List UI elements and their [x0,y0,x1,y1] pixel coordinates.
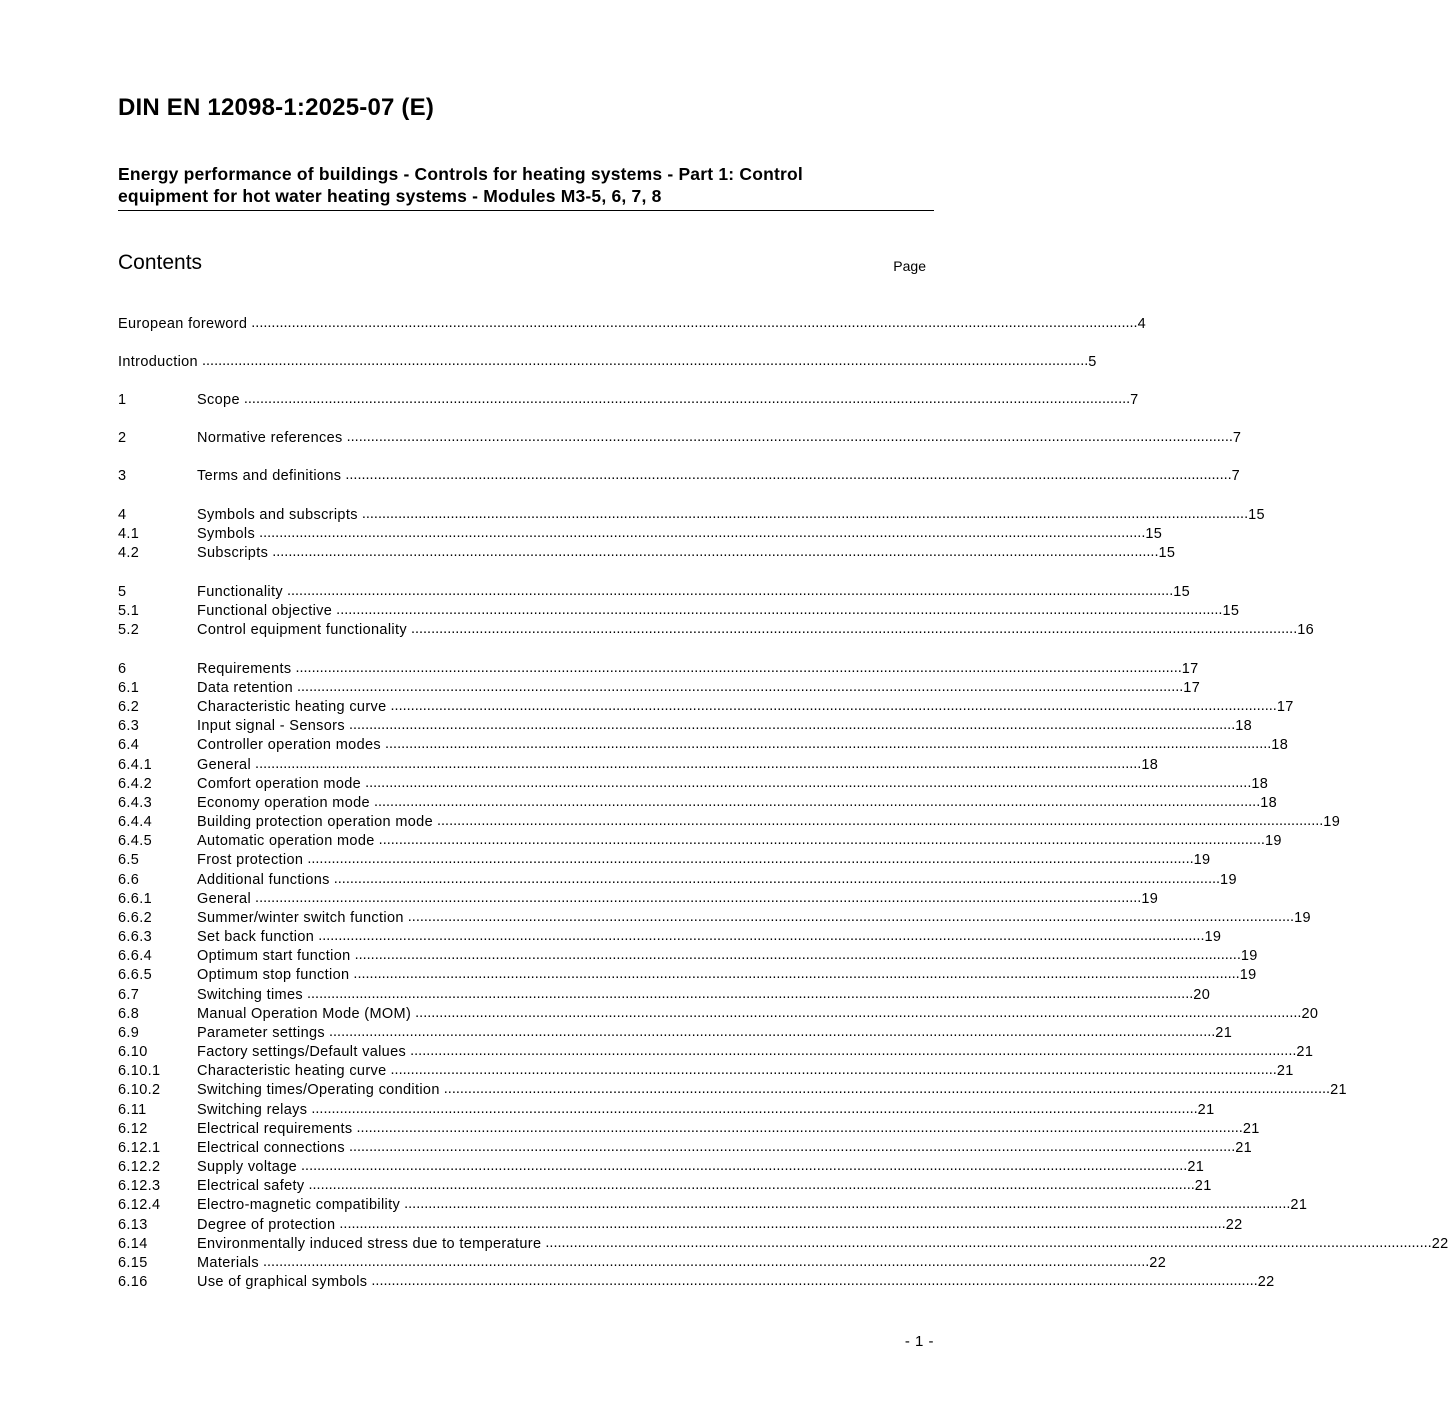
toc-entry-title: Terms and definitions [197,468,342,484]
toc-entry-number: 6.12.1 [118,1140,161,1156]
toc-entry-number: 6.6.5 [118,967,152,983]
toc-entry-title: Electrical requirements [197,1121,353,1137]
toc-entry[interactable] [118,353,1097,373]
toc-entry-title: Environmentally induced stress due to temperature [197,1236,542,1252]
toc-entry-page: 19 [1323,814,1341,830]
toc-entry[interactable] [118,602,1240,622]
toc-entry[interactable] [118,1235,1449,1255]
toc-entry[interactable] [118,1139,1253,1159]
toc-entry-page: 19 [1141,891,1159,907]
toc-entry-number: 6.10.2 [118,1082,161,1098]
toc-entry-title: Symbols and subscripts [197,507,358,523]
toc-entry[interactable] [118,621,1315,641]
toc-entry-number: 5.2 [118,622,140,638]
toc-dot-leader: ............................................................................................................................................................................................................................ [410,1043,1297,1059]
toc-entry-number: 5.1 [118,603,140,619]
toc-entry-number: 6.7 [118,987,140,1003]
toc-entry[interactable] [118,736,1289,756]
toc-dot-leader: ............................................................................................................................................................................................................................ [307,851,1194,867]
toc-dot-leader: ............................................................................................................................................................................................................................ [354,947,1241,963]
toc-entry-number: 4 [118,507,127,523]
toc-dot-leader: ............................................................................................................................................................................................................................ [404,1196,1291,1212]
toc-entry-number: 2 [118,430,127,446]
page-column-label: Page [893,258,926,274]
toc-dot-leader: ............................................................................................................................................................................................................................ [378,832,1265,848]
toc-entry-title: Automatic operation mode [197,833,375,849]
toc-entry[interactable] [118,583,1191,603]
toc-entry-title: Controller operation modes [197,737,381,753]
toc-dot-leader: ............................................................................................................................................................................................................................ [545,1235,1432,1251]
toc-entry-number: 6.3 [118,718,140,734]
toc-dot-leader: ............................................................................................................................................................................................................................ [373,794,1261,810]
toc-entry[interactable] [118,1081,1347,1101]
toc-dot-leader: ............................................................................................................................................................................................................................ [345,467,1232,483]
toc-entry-page: 15 [1158,545,1176,561]
toc-entry-page: 4 [1137,316,1146,332]
toc-entry-number: 1 [118,392,127,408]
toc-entry-title: Characteristic heating curve [197,1063,387,1079]
toc-dot-leader: ............................................................................................................................................................................................................................ [201,353,1089,369]
toc-dot-leader: ............................................................................................................................................................................................................................ [311,1101,1198,1117]
toc-dot-leader: ............................................................................................................................................................................................................................ [415,1005,1302,1021]
toc-entry-title: Switching times [197,987,303,1003]
toc-entry-number: 6.1 [118,680,140,696]
toc-entry-number: 6.12.2 [118,1159,161,1175]
toc-entry[interactable] [118,660,1199,680]
toc-entry[interactable] [118,1273,1275,1293]
toc-entry[interactable] [118,525,1163,545]
toc-entry-page: 19 [1239,967,1257,983]
toc-entry-number: 6.12 [118,1121,148,1137]
toc-entry-title: Factory settings/Default values [197,1044,407,1060]
toc-entry-title: Additional functions [197,872,330,888]
toc-entry-page: 22 [1149,1255,1167,1271]
toc-entry-page: 15 [1222,603,1240,619]
toc-dot-leader: ............................................................................................................................................................................................................................ [301,1158,1188,1174]
toc-entry-page: 19 [1294,910,1311,926]
toc-dot-leader: ............................................................................................................................................................................................................................ [390,698,1277,714]
toc-entry[interactable] [118,1177,1212,1197]
toc-entry-title: Comfort operation mode [197,776,362,792]
toc-dot-leader: ............................................................................................................................................................................................................................ [272,544,1159,560]
toc-entry[interactable] [118,506,1265,526]
toc-dot-leader: ............................................................................................................................................................................................................................ [251,315,1138,331]
toc-entry-number: 6.10 [118,1044,148,1060]
toc-entry-page: 19 [1220,872,1237,888]
toc-entry-title: Materials [197,1255,259,1271]
toc-entry[interactable] [118,890,1159,910]
toc-entry[interactable] [118,1216,1243,1236]
toc-entry-number: 6.12.3 [118,1178,161,1194]
document-title: DIN EN 12098-1:2025-07 (E) [118,94,435,121]
toc-entry-number: 6.6.4 [118,948,152,964]
toc-entry-number: 6.4 [118,737,140,753]
toc-entry-title: Data retention [197,680,293,696]
toc-entry-page: 18 [1271,737,1289,753]
toc-entry[interactable] [118,698,1294,718]
toc-entry-number: 4.1 [118,526,140,542]
toc-entry-number: 6.6 [118,872,140,888]
toc-entry-number: 3 [118,468,127,484]
toc-dot-leader: ............................................................................................................................................................................................................................ [243,391,1131,407]
toc-entry[interactable] [118,717,1253,737]
toc-entry[interactable] [118,429,1242,449]
toc-entry-page: 22 [1431,1236,1449,1252]
toc-dot-leader: ............................................................................................................................................................................................................................ [443,1081,1331,1097]
toc-dot-leader: ............................................................................................................................................................................................................................ [286,583,1174,599]
toc-entry[interactable] [118,775,1269,795]
toc-entry-page: 15 [1145,526,1163,542]
toc-entry-page: 19 [1204,929,1222,945]
toc-entry-page: 21 [1215,1025,1233,1041]
toc-entry-number: 6.4.3 [118,795,152,811]
toc-entry[interactable] [118,1101,1215,1121]
toc-entry-page: 20 [1193,987,1211,1003]
toc-entry-page: 16 [1297,622,1315,638]
toc-dot-leader: ............................................................................................................................................................................................................................ [348,717,1236,733]
toc-entry-title: Subscripts [197,545,269,561]
toc-entry[interactable] [118,1005,1319,1025]
toc-entry-page: 18 [1260,795,1278,811]
toc-entry-title: Symbols [197,526,256,542]
toc-entry-title: Electrical connections [197,1140,345,1156]
toc-entry[interactable] [118,391,1139,411]
toc-entry-title: Degree of protection [197,1217,336,1233]
toc-dot-leader: ............................................................................................................................................................................................................................ [385,736,1272,752]
toc-entry-page: 7 [1231,468,1241,484]
toc-entry-number: 6.10.1 [118,1063,161,1079]
toc-entry-number: 6.13 [118,1217,148,1233]
toc-entry[interactable] [118,832,1282,852]
toc-entry-title: Set back function [197,929,315,945]
toc-entry-page: 19 [1193,852,1211,868]
toc-entry[interactable] [118,1158,1205,1178]
toc-dot-leader: ............................................................................................................................................................................................................................ [371,1273,1258,1289]
toc-entry-number: 6.12.4 [118,1197,161,1213]
toc-entry-title: Requirements [197,661,292,677]
toc-dot-leader: ............................................................................................................................................................................................................................ [329,1024,1216,1040]
toc-dot-leader: ............................................................................................................................................................................................................................ [306,986,1194,1002]
toc-dot-leader: ............................................................................................................................................................................................................................ [297,679,1184,695]
toc-entry-title: Supply voltage [197,1159,298,1175]
toc-entry-title: Frost protection [197,852,304,868]
toc-entry-title: European foreword [118,316,248,332]
toc-entry[interactable] [118,315,1146,335]
toc-entry-page: 21 [1235,1140,1253,1156]
toc-entry-page: 19 [1240,948,1258,964]
toc-dot-leader: ............................................................................................................................................................................................................................ [336,602,1223,618]
toc-entry-title: Functional objective [197,603,333,619]
toc-dot-leader: ............................................................................................................................................................................................................................ [318,928,1205,944]
toc-entry[interactable] [118,1043,1314,1063]
toc-entry-number: 6.6.1 [118,891,152,907]
toc-entry-page: 15 [1248,507,1265,523]
toc-entry-page: 17 [1183,680,1201,696]
toc-entry-title: Economy operation mode [197,795,370,811]
toc-entry[interactable] [118,544,1176,564]
toc-entry[interactable] [118,871,1237,891]
toc-entry-title: Input signal - Sensors [197,718,345,734]
toc-entry-page: 18 [1251,776,1269,792]
toc-entry-page: 18 [1141,757,1159,773]
toc-entry-number: 6.14 [118,1236,148,1252]
toc-entry-title: Parameter settings [197,1025,325,1041]
toc-dot-leader: ............................................................................................................................................................................................................................ [262,1254,1150,1270]
toc-entry[interactable] [118,794,1278,814]
toc-dot-leader: ............................................................................................................................................................................................................................ [407,909,1295,925]
toc-dot-leader: ............................................................................................................................................................................................................................ [361,506,1249,522]
toc-entry-title: Optimum start function [197,948,351,964]
document-subtitle: Energy performance of buildings - Controls for heating systems - Part 1: Control equipment for hot water heating systems - Modules M3-5, 6, 7, 8 [118,164,803,206]
toc-entry-title: Electro-magnetic compatibility [197,1197,401,1213]
toc-entry[interactable] [118,813,1341,833]
toc-dot-leader: ............................................................................................................................................................................................................................ [346,429,1233,445]
toc-entry-title: Normative references [197,430,343,446]
toc-entry-page: 17 [1276,699,1294,715]
toc-entry-title: Manual Operation Mode (MOM) [197,1006,412,1022]
toc-entry[interactable] [118,986,1211,1006]
toc-entry-page: 21 [1290,1197,1308,1213]
toc-entry-page: 5 [1088,354,1097,370]
toc-entry-title: Optimum stop function [197,967,350,983]
toc-entry-title: Building protection operation mode [197,814,433,830]
toc-entry[interactable] [118,1254,1167,1274]
toc-entry[interactable] [118,467,1241,487]
toc-entry[interactable] [118,909,1311,929]
toc-entry[interactable] [118,1024,1233,1044]
toc-dot-leader: ............................................................................................................................................................................................................................ [437,813,1324,829]
toc-entry-title: Control equipment functionality [197,622,407,638]
toc-entry-number: 6.4.5 [118,833,152,849]
toc-entry-title: Characteristic heating curve [197,699,387,715]
toc-entry-page: 7 [1232,430,1242,446]
toc-entry-title: General [197,891,252,907]
toc-entry-number: 6.11 [118,1102,147,1118]
toc-entry[interactable] [118,966,1257,986]
toc-dot-leader: ............................................................................................................................................................................................................................ [333,871,1221,887]
toc-entry-title: Use of graphical symbols [197,1274,368,1290]
toc-entry-number: 6.8 [118,1006,140,1022]
toc-entry-page: 21 [1296,1044,1314,1060]
toc-entry-title: Switching times/Operating condition [197,1082,440,1098]
toc-entry[interactable] [118,1120,1260,1140]
toc-entry[interactable] [118,679,1201,699]
toc-entry-page: 21 [1242,1121,1260,1137]
toc-entry-number: 6.16 [118,1274,148,1290]
toc-entry-page: 18 [1235,718,1253,734]
toc-entry-title: Scope [197,392,240,408]
toc-entry-page: 7 [1130,392,1139,408]
toc-entry-page: 22 [1225,1217,1243,1233]
toc-entry-title: Functionality [197,584,283,600]
toc-entry-title: Summer/winter switch function [197,910,404,926]
toc-entry-number: 6 [118,661,127,677]
title-divider [118,210,934,211]
toc-dot-leader: ............................................................................................................................................................................................................................ [348,1139,1236,1155]
page-number: - 1 - [904,1333,934,1350]
toc-entry-number: 6.6.2 [118,910,152,926]
toc-dot-leader: ............................................................................................................................................................................................................................ [365,775,1252,791]
toc-dot-leader: ............................................................................................................................................................................................................................ [295,660,1182,676]
toc-entry[interactable] [118,1196,1308,1216]
toc-entry-title: General [197,757,252,773]
contents-heading: Contents [118,251,203,274]
toc-entry-number: 6.6.3 [118,929,152,945]
toc-dot-leader: ............................................................................................................................................................................................................................ [259,525,1146,541]
toc-entry-title: Electrical safety [197,1178,305,1194]
toc-dot-leader: ............................................................................................................................................................................................................................ [255,890,1142,906]
toc-dot-leader: ............................................................................................................................................................................................................................ [356,1120,1243,1136]
toc-entry-page: 21 [1187,1159,1205,1175]
toc-entry-page: 17 [1181,661,1199,677]
toc-dot-leader: ............................................................................................................................................................................................................................ [410,621,1298,637]
toc-entry-number: 6.2 [118,699,140,715]
toc-entry-page: 21 [1197,1102,1215,1118]
toc-entry-number: 4.2 [118,545,140,561]
toc-entry-page: 21 [1194,1178,1212,1194]
toc-entry-number: 6.9 [118,1025,140,1041]
toc-dot-leader: ............................................................................................................................................................................................................................ [255,756,1142,772]
toc-entry-number: 6.15 [118,1255,148,1271]
toc-entry[interactable] [118,756,1159,776]
toc-entry-number: 5 [118,584,127,600]
toc-dot-leader: ............................................................................................................................................................................................................................ [339,1216,1226,1232]
toc-entry-page: 22 [1257,1274,1275,1290]
toc-entry[interactable] [118,947,1258,967]
toc-entry-page: 20 [1301,1006,1319,1022]
toc-entry[interactable] [118,1062,1294,1082]
toc-entry-number: 6.4.2 [118,776,152,792]
toc-entry-page: 21 [1330,1082,1347,1098]
toc-entry-number: 6.5 [118,852,140,868]
toc-entry-page: 21 [1276,1063,1294,1079]
toc-dot-leader: ............................................................................................................................................................................................................................ [308,1177,1195,1193]
toc-dot-leader: ............................................................................................................................................................................................................................ [390,1062,1277,1078]
toc-entry-number: 6.4.1 [118,757,152,773]
toc-dot-leader: ............................................................................................................................................................................................................................ [353,966,1240,982]
toc-entry-page: 19 [1264,833,1282,849]
toc-entry[interactable] [118,928,1222,948]
toc-entry-page: 15 [1173,584,1191,600]
toc-entry[interactable] [118,851,1211,871]
toc-entry-title: Switching relays [197,1102,308,1118]
toc-entry-title: Introduction [118,354,198,370]
toc-entry-number: 6.4.4 [118,814,152,830]
